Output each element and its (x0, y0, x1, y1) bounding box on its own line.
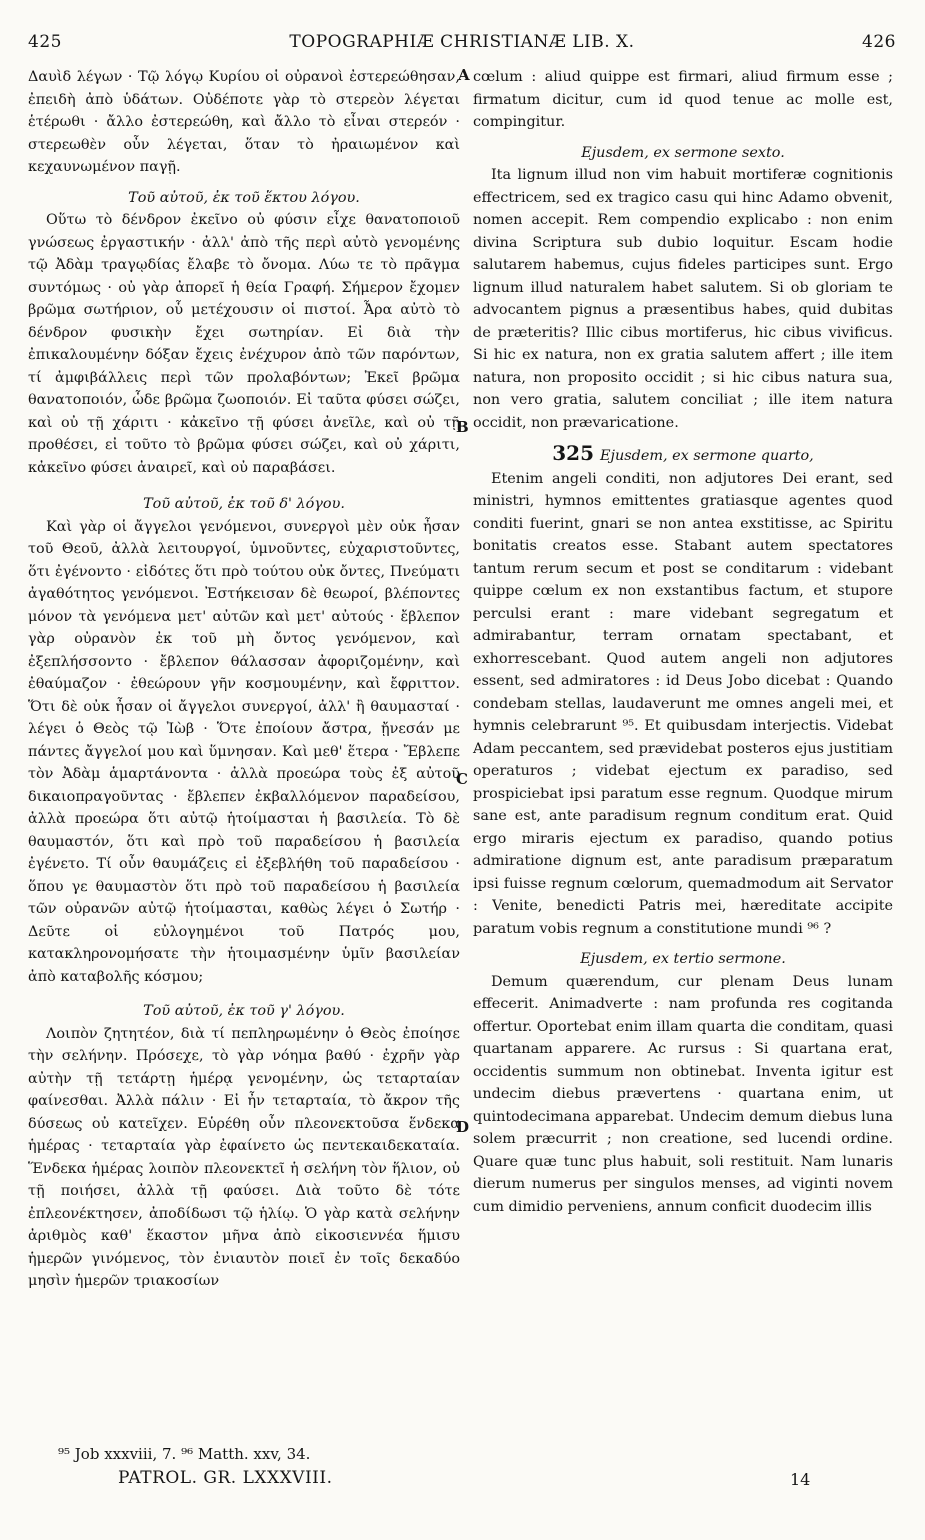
footnotes: ⁹⁵ Job xxxviii, 7. ⁹⁶ Matth. xxv, 34. (58, 1445, 311, 1463)
page-number-right: 426 (862, 32, 896, 52)
greek-section-heading: Τοῦ αὐτοῦ, ἐκ τοῦ ἕκτου λόγου. (128, 189, 360, 206)
latin-paragraph: Etenim angeli conditi, non adjutores Dei erant, sed ministri, hymnos emittentes gratiasque agentes quod conditi fuerint, gnari se non antea exstitisse, ac Spiritu bonitatis creatos esse. Stabant autem spectatores tantum rerum secum et post se conditarum : videbant quippe cœlum ex non exstantibus factum, et stupore perculsi erant : mare videbant segregatum et admirabantur, terram ornatam spectabant, et exhorrescebant. Quod autem angeli non adjutores essent, sed admiratores : id Deus Jobo dicebat : Quando condebam stellas, laudaverunt me omnes angeli mei, et hymnis celebrarunt ⁹⁵. Et quibusdam interjectis. Videbat Adam peccantem, sed prævidebat posteros ejus justitiam operaturos ; videbat ejectum ex paradiso, sed prospiciebat ipsi paratum esse regnum. Quodque mirum sane est, ante paradisum regnum conditum erat. Quid ergo miraris ejectum ex paradiso, quando potius admiratione dignum est, ante paradisum præparatum ipsi fuisse regnum cœlorum, quemadmodum ait Servator : Venite, benedicti Patris mei, hæreditate accipite paratum vobis regnum a constitutione mundi ⁹⁶ ? (473, 470, 893, 937)
latin-section-heading (473, 442, 893, 468)
patrologia-footer: PATROL. GR. LXXXVIII. (118, 1468, 333, 1488)
greek-section-heading: Τοῦ αὐτοῦ, ἐκ τοῦ δ' λόγου. (143, 496, 345, 512)
greek-paragraph: Οὕτω τὸ δένδρον ἐκεῖνο οὐ φύσιν εἶχε θανατοποιοῦ γνώσεως ἐργαστικήν · ἀλλ' ἀπὸ τῆς περὶ αὐτὸ γενομένης τῷ Ἀδὰμ τραγῳδίας ἔλαβε τὸ ὄνομα. Λύω τε τὸ πρᾶγμα συντόμως · οὐ γὰρ ἀπορεῖ ἡ θεία Γραφή. Σήμερον ἔχομεν βρῶμα σωτήριον, οὗ μετέχουσιν οἱ πιστοί. Ἆρα αὐτὸ τὸ δένδρον φυσικὴν ἔχει σωτηρίαν. Εἰ διὰ τὴν ἐπικαλουμένην δόξαν ἔχεις ἐνέχυρον ἀπὸ τῶν παρόντων, τί ἀμφιβάλλεις περὶ τῶν προλαβόντων; Ἐκεῖ βρῶμα θανατοποιόν, ὧδε βρῶμα ζωοποιόν. Εἰ ταῦτα φύσει σώζει, καὶ οὐ τῇ χάριτι · κἀκεῖνο τῇ φύσει ἀνεῖλε, καὶ οὐ τῇ προθέσει, εἰ τοῦτο τὸ βρῶμα φύσει σώζει, καὶ οὐ χάριτι, κἀκεῖνο φύσει ἀναιρεῖ, καὶ οὐ παραβάσει. (28, 212, 460, 476)
latin-heading-text: Ejusdem, ex sermone quarto, (599, 448, 814, 464)
greek-paragraph: Δαυὶδ λέγων · Τῷ λόγῳ Κυρίου οἱ οὐρανοὶ ἐστερεώθησαν, ἐπειδὴ ἀπὸ ὑδάτων. Οὐδέποτε γὰρ τὸ στερεὸν λέγεται ἑτέρωθι · ἄλλο ἐστερεώθη, καὶ ἄλλο τὸ εἶναι στερεόν · στερεωθὲν οὖν λέγεται, ὅταν τὸ ἠραιωμένον καὶ κεχαυνωμένον παγῇ. (28, 69, 460, 175)
margin-marker-c: C (456, 770, 468, 788)
running-header (28, 32, 896, 60)
latin-column (473, 66, 893, 1218)
page-number-left: 425 (28, 32, 62, 52)
latin-section-heading: Ejusdem, ex sermone sexto. (581, 144, 785, 161)
latin-paragraph: Demum quærendum, cur plenam Deus lunam effecerit. Animadverte : nam profunda res cogitanda offertur. Oportebat enim illam quarta die conditam, quasi quartanam apparere. Ac rursus : Si quartana erat, occidentis summum non obtinebat. Inventa igitur est undecim diebus prævertens · quartana enim, ut quintodecimana apparebat. Undecim demum diebus luna solem præcurrit ; non creatione, sed lucendi ordine. Quare quæ tunc plus habuit, soli restituit. Nam lunaris dierum numerus per singulos menses, ad viginti novem cum dimidio perveniens, annum conficit duodecim illis (473, 973, 893, 1215)
margin-marker-b: B (456, 418, 469, 436)
latin-paragraph: Ita lignum illud non vim habuit mortiferæ cognitionis effectricem, sed ex tragico casu qui hinc Adamo obvenit, nomen accepit. Rem compendio explicabo : non enim divina Scriptura sub dubio loquitur. Escam hodie salutarem habemus, cujus fideles participes sunt. Ergo lignum illud naturalem habet salutem. Si ob gloriam te advocantem pignus a præsentibus habes, quid dubitas de præteritis? Illic cibus mortiferus, hic cibus vivificus. Si hic ex natura, non ex gratia salutem affert ; ille item natura, non proposito occidit ; si hic cibus natura sua, non vero gratia, salutem conciliat ; ille item natura occidit, non prævaricatione. (473, 167, 893, 431)
latin-section-heading: Ejusdem, ex tertio sermone. (580, 951, 786, 967)
margin-marker-a: A (458, 66, 470, 84)
margin-marker-d: D (456, 1118, 470, 1136)
greek-column (28, 66, 460, 1293)
column-number: 325 (552, 441, 594, 465)
signature-mark: 14 (790, 1470, 811, 1489)
greek-section-heading: Τοῦ αὐτοῦ, ἐκ τοῦ γ' λόγου. (143, 1003, 345, 1019)
greek-paragraph: Καὶ γὰρ οἱ ἄγγελοι γενόμενοι, συνεργοὶ μὲν οὐκ ἦσαν τοῦ Θεοῦ, ἀλλὰ λειτουργοί, ὑμνοῦντες, εὐχαριστοῦντες, ὅτι ἐγένοντο · εἰδότες ὅτι πρὸ τούτου οὐκ ὄντες, Πνεύματι ἀγαθότητος γενόμενοι. Ἐστήκεισαν δὲ θεωροί, βλέποντες μόνον τὰ γενόμενα μετ' αὐτῶν καὶ μετ' αὐτούς · ἔβλεπον γὰρ οὐρανὸν ἐκ τοῦ μὴ ὄντος γενόμενον, καὶ ἐξεπλήσσοντο · ἔβλεπον θάλασσαν ἀφοριζομένην, καὶ ἐθαύμαζον · ἐθεώρουν γῆν κοσμουμένην, καὶ ἔφριττον. Ὅτι δὲ οὐκ ἦσαν οἱ ἄγγελοι συνεργοί, ἀλλ' ἢ θαυμασταί · λέγει ὁ Θεὸς τῷ Ἰὼβ · Ὅτε ἐποίουν ἄστρα, ᾔνεσάν με πάντες ἄγγελοί μου καὶ ὕμνησαν. Καὶ μεθ' ἕτερα · Ἔβλεπε τὸν Ἀδὰμ ἁμαρτάνοντα · ἀλλὰ προεώρα τοὺς ἐξ αὐτοῦ δικαιοπραγοῦντας · ἔβλεπεν ἐκβαλλόμενον παραδείσου, ἀλλὰ προεώρα ὅτι αὐτῷ ἡτοίμασται ἡ βασιλεία. Τὸ δὲ θαυμαστόν, ὅτι καὶ πρὸ τοῦ παραδείσου ἡ βασιλεία ἐγένετο. Τί οὖν θαυμάζεις εἰ ἐξεβλήθη τοῦ παραδείσου · ὅπου γε θαυμαστὸν ὅτι πρὸ τοῦ παραδείσου ἡ βασιλεία τῶν οὐρανῶν αὐτῷ ἡτοίμασται, καθὼς λέγει ὁ Σωτήρ · Δεῦτε οἱ εὐλογημένοι τοῦ Πατρός μου, κατακληρονομήσατε τὴν ἡτοιμασμένην ὑμῖν βασιλείαν ἀπὸ καταβολῆς κόσμου; (28, 518, 460, 985)
running-title: TOPOGRAPHIÆ CHRISTIANÆ LIB. X. (289, 32, 635, 52)
latin-paragraph: cœlum : aliud quippe est firmari, aliud firmum esse ; firmatum dicitur, cum id quod tenue ac molle est, compingitur. (473, 69, 893, 130)
greek-paragraph: Λοιπὸν ζητητέον, διὰ τί πεπληρωμένην ὁ Θεὸς ἐποίησε τὴν σελήνην. Πρόσεχε, τὸ γὰρ νόημα βαθύ · ἐχρῆν γὰρ αὐτὴν τῇ τετάρτῃ ἡμέρᾳ γενομένην, ὡς τεταρταίαν φαίνεσθαι. Ἀλλὰ πάλιν · Εἰ ἦν τεταρταία, τὸ ἄκρον τῆς δύσεως οὐ κατεῖχεν. Εὑρέθη οὖν πλεονεκτοῦσα ἕνδεκα ἡμέρας · τεταρταία γὰρ ἐφαίνετο ὡς πεντεκαιδεκαταία. Ἕνδεκα ἡμέρας λοιπὸν πλεονεκτεῖ ἡ σελήνη τὸν ἥλιον, οὐ τῇ ποιήσει, ἀλλὰ τῇ φαύσει. Διὰ τοῦτο δὲ τότε ἐπλεονέκτησεν, ἀποδίδωσι τῷ ἡλίῳ. Ὁ γὰρ κατὰ σελήνην ἀριθμὸς καθ' ἕκαστον μῆνα ἀπὸ εἰκοσιεννέα ἥμισυ ἡμερῶν γινόμενος, τὸν ἐνιαυτὸν ποιεῖ ἐν τοῖς δεκαδύο μησὶν ἡμερῶν τριακοσίων (28, 1025, 460, 1289)
